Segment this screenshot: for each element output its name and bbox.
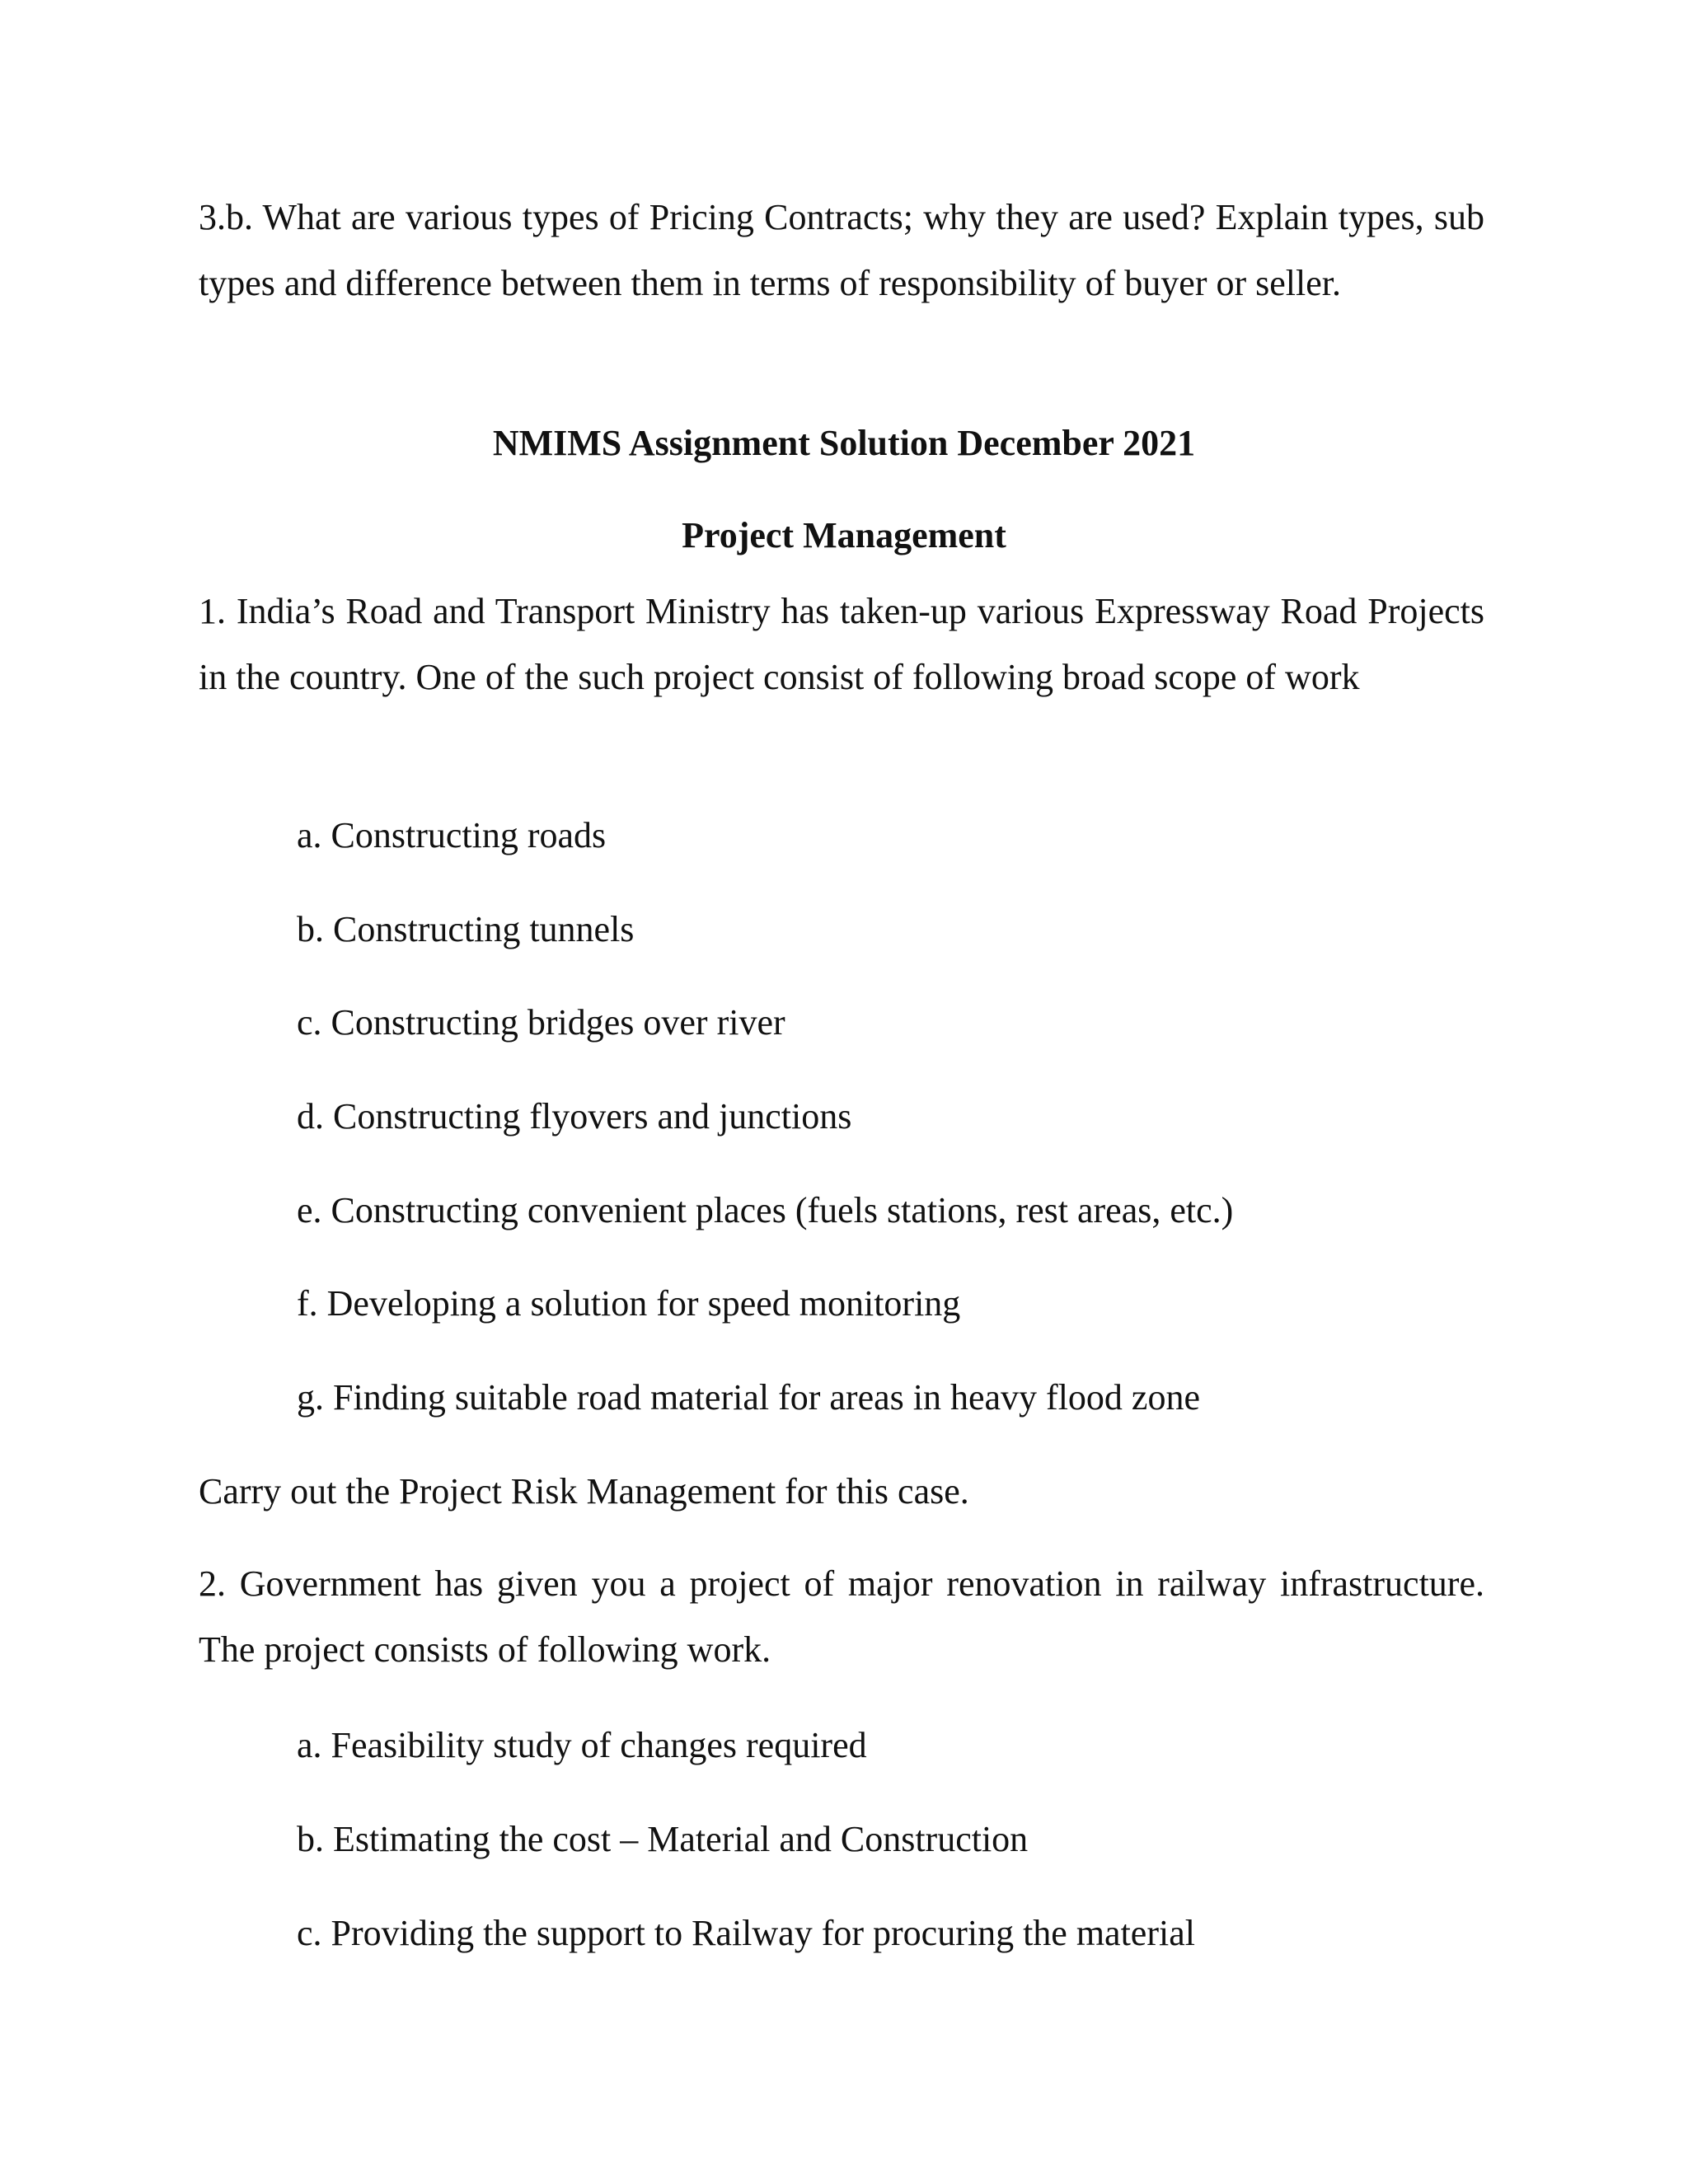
question-1-item-b: b. Constructing tunnels xyxy=(297,909,635,949)
question-2-text: 2. Government has given you a project of major renovation in railway infrastructure. The project consists of following work. xyxy=(199,1563,1484,1670)
question-2-item-c: c. Providing the support to Railway for procuring the material xyxy=(297,1913,1195,1953)
question-1-item-c: c. Constructing bridges over river xyxy=(297,1002,785,1043)
question-2-item-a: a. Feasibility study of changes required xyxy=(297,1725,867,1765)
question-3b-text: 3.b. What are various types of Pricing Contracts; why they are used? Explain types, sub types and difference between them in terms of responsibility of buyer or seller. xyxy=(199,197,1484,303)
assignment-title: NMIMS Assignment Solution December 2021 xyxy=(492,423,1196,463)
question-1-item-d: d. Constructing flyovers and junctions xyxy=(297,1096,852,1137)
question-2-item-b: b. Estimating the cost – Material and Construction xyxy=(297,1819,1029,1859)
question-1-item-f: f. Developing a solution for speed monitoring xyxy=(297,1283,961,1324)
question-1-task: Carry out the Project Risk Management for this case. xyxy=(199,1471,969,1511)
question-1-item-a: a. Constructing roads xyxy=(297,815,607,855)
question-1-item-g: g. Finding suitable road material for areas in heavy flood zone xyxy=(297,1377,1200,1418)
question-1-item-e: e. Constructing convenient places (fuels stations, rest areas, etc.) xyxy=(297,1190,1234,1230)
subject-heading: Project Management xyxy=(682,515,1006,555)
question-1-text: 1. India’s Road and Transport Ministry has taken-up various Expressway Road Projects in the country. One of the such project consist of following broad scope of work xyxy=(199,591,1484,697)
